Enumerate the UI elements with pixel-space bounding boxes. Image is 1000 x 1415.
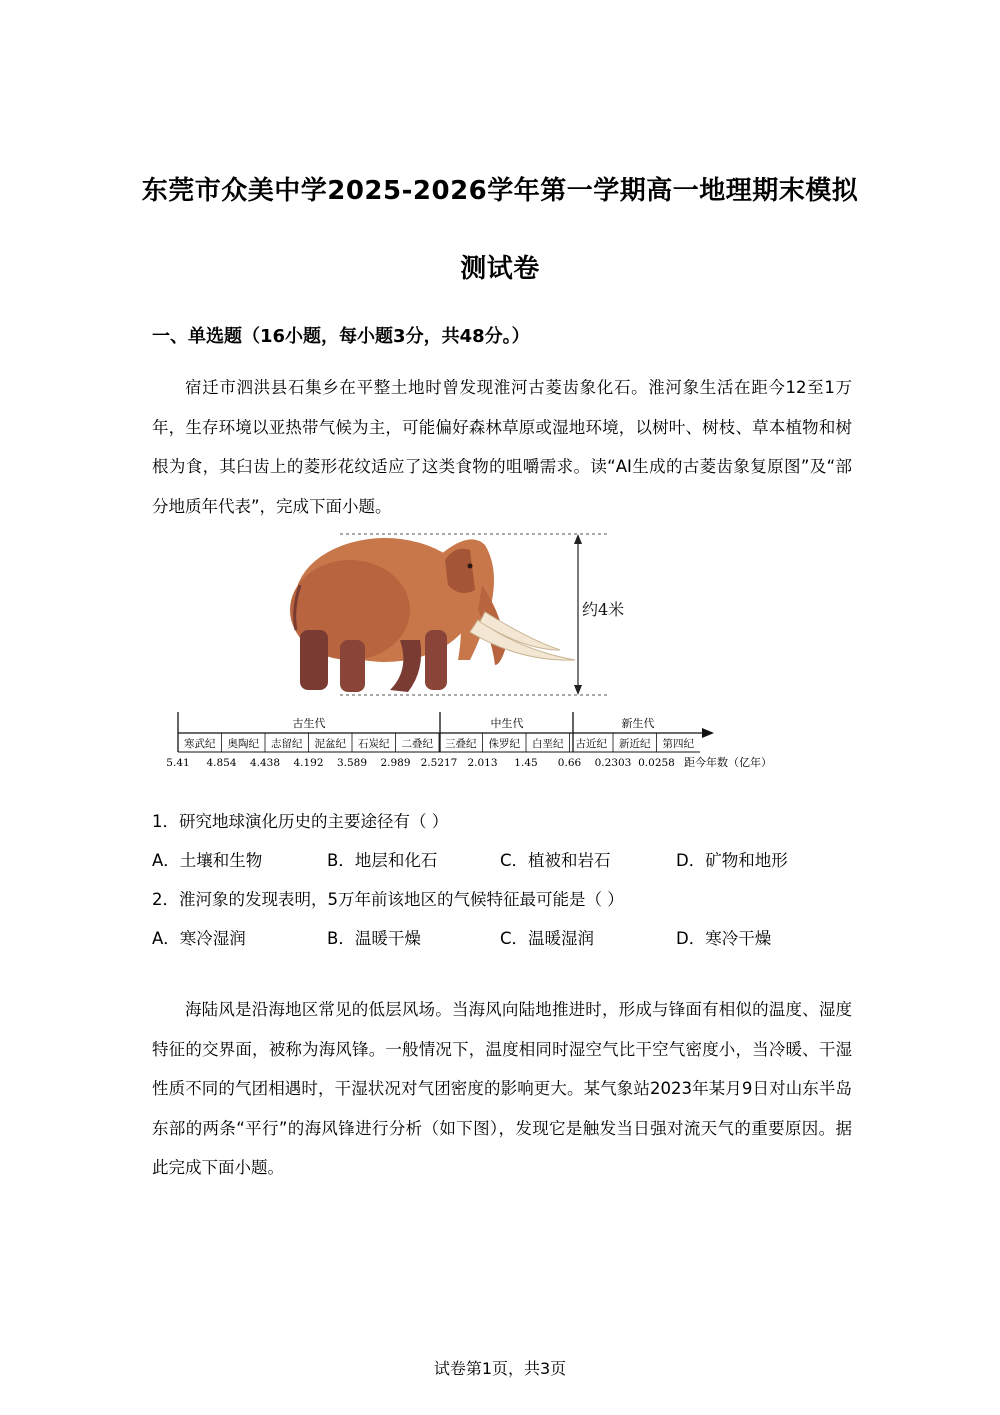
period-label: 三叠纪 (445, 738, 477, 750)
age-label: 3.589 (336, 757, 368, 769)
age-label: 4.854 (206, 757, 237, 769)
era-label-mesozoic: 中生代 (490, 717, 524, 730)
exam-title-line1: 东莞市众美中学2025-2026学年第一学期高一地理期末模拟 (141, 176, 859, 206)
page-footer: 试卷第1页，共3页 (433, 1359, 567, 1378)
height-label: 约4米 (582, 600, 625, 619)
question-1-stem: 1．研究地球演化历史的主要途径有（ ） (152, 812, 449, 831)
period-label: 新近纪 (619, 738, 651, 750)
era-label-paleozoic: 古生代 (292, 717, 326, 730)
q2-option-d[interactable]: D．寒冷干燥 (676, 929, 772, 948)
period-label: 奥陶纪 (227, 738, 259, 750)
elephant-illustration (290, 538, 575, 692)
q2-option-b[interactable]: B．温暖干燥 (327, 929, 421, 948)
age-label: 1.45 (514, 757, 538, 769)
period-label: 侏罗纪 (488, 738, 520, 750)
period-label: 白垩纪 (532, 738, 564, 750)
q1-option-b[interactable]: B．地层和化石 (327, 851, 438, 870)
passage-2: 海陆风是沿海地区常见的低层风场。当海风向陆地推进时，形成与锋面有相似的温度、湿度特征的交界面，被称为海风锋。一般情况下，温度相同时湿空气比干空气密度小，当冷暖、干湿性质不同的气团相遇时，干湿状况对气团密度的影响更大。某气象站2023年某月9日对山东半岛东部的两条“平行”的海风锋进行分析（如下图），发现它是触发当日强对流天气的重要原因。据此完成下面小题。 (152, 1000, 852, 1177)
age-label: 2.989 (380, 757, 411, 769)
age-label: 5.41 (166, 757, 190, 769)
age-label: 0.66 (557, 757, 582, 769)
age-label: 4.192 (293, 757, 324, 769)
age-label: 4.438 (249, 757, 281, 769)
exam-title-line2: 测试卷 (460, 254, 540, 284)
q1-option-d[interactable]: D．矿物和地形 (676, 851, 788, 870)
question-2-stem: 2．淮河象的发现表明，5万年前该地区的气候特征最可能是（ ） (152, 890, 624, 909)
timeline-axis-label: 距今年数（亿年） (684, 756, 772, 769)
age-label: 0.2303 (594, 757, 632, 769)
age-label: 0.0258 (638, 757, 675, 769)
q1-option-a[interactable]: A．土壤和生物 (152, 851, 263, 870)
period-label: 寒武纪 (184, 738, 216, 750)
age-label: 2.5217 (420, 757, 458, 769)
period-label: 二叠纪 (401, 738, 433, 750)
q2-option-a[interactable]: A．寒冷湿润 (152, 929, 246, 948)
era-label-cenozoic: 新生代 (621, 717, 655, 730)
section-title: 一、单选题（16小题，每小题3分，共48分。） (152, 326, 530, 347)
period-label: 第四纪 (662, 738, 694, 750)
age-labels (166, 757, 675, 769)
period-label: 石炭纪 (358, 738, 390, 750)
age-label: 2.013 (467, 757, 498, 769)
q2-option-c[interactable]: C．温暖湿润 (500, 929, 595, 948)
q1-option-c[interactable]: C．植被和岩石 (500, 851, 611, 870)
period-label: 古近纪 (575, 738, 607, 750)
period-label: 泥盆纪 (314, 738, 346, 750)
passage-1: 宿迁市泗洪县石集乡在平整土地时曾发现淮河古菱齿象化石。淮河象生活在距今12至1万年，生存环境以亚热带气候为主，可能偏好森林草原或湿地环境，以树叶、树枝、草本植物和树根为食，其臼齿上的菱形花纹适应了这类食物的咀嚼需求。读“AI生成的古菱齿象复原图”及“部分地质年代表”，完成下面小题。 (152, 378, 852, 516)
period-label: 志留纪 (271, 738, 303, 750)
